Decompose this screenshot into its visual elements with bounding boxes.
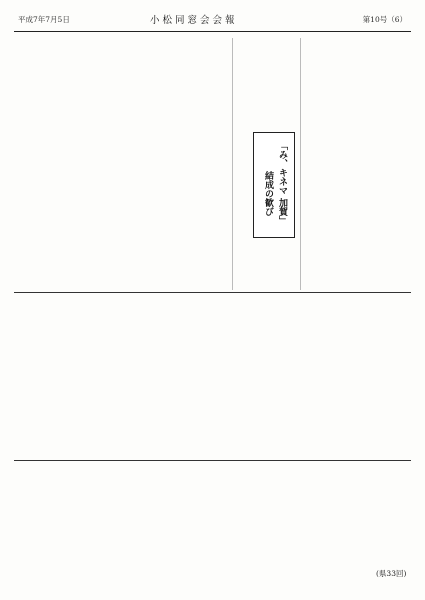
band-divider-1 bbox=[14, 292, 411, 293]
article-1-title-box bbox=[253, 132, 295, 238]
page-number: 第10号（6） bbox=[362, 15, 407, 24]
article-1-body-continued bbox=[14, 40, 229, 290]
issue-date: 平成7年7月5日 bbox=[18, 15, 70, 24]
article-1-title-line-2: 結成の歓び bbox=[263, 171, 273, 216]
header-rule bbox=[14, 31, 411, 32]
page-header bbox=[0, 8, 425, 30]
newsletter-title: 小松同窓会会報 bbox=[150, 15, 238, 26]
article-1-body bbox=[300, 40, 410, 290]
article-1-title-line-1: 「み、キネマ 加賀」 bbox=[277, 141, 287, 226]
article-1-body-middle bbox=[14, 296, 411, 458]
band-divider-2 bbox=[14, 460, 411, 461]
article-2-body bbox=[14, 464, 411, 584]
column-rule bbox=[232, 38, 233, 290]
article-2-byline: (県33回) bbox=[376, 569, 407, 578]
